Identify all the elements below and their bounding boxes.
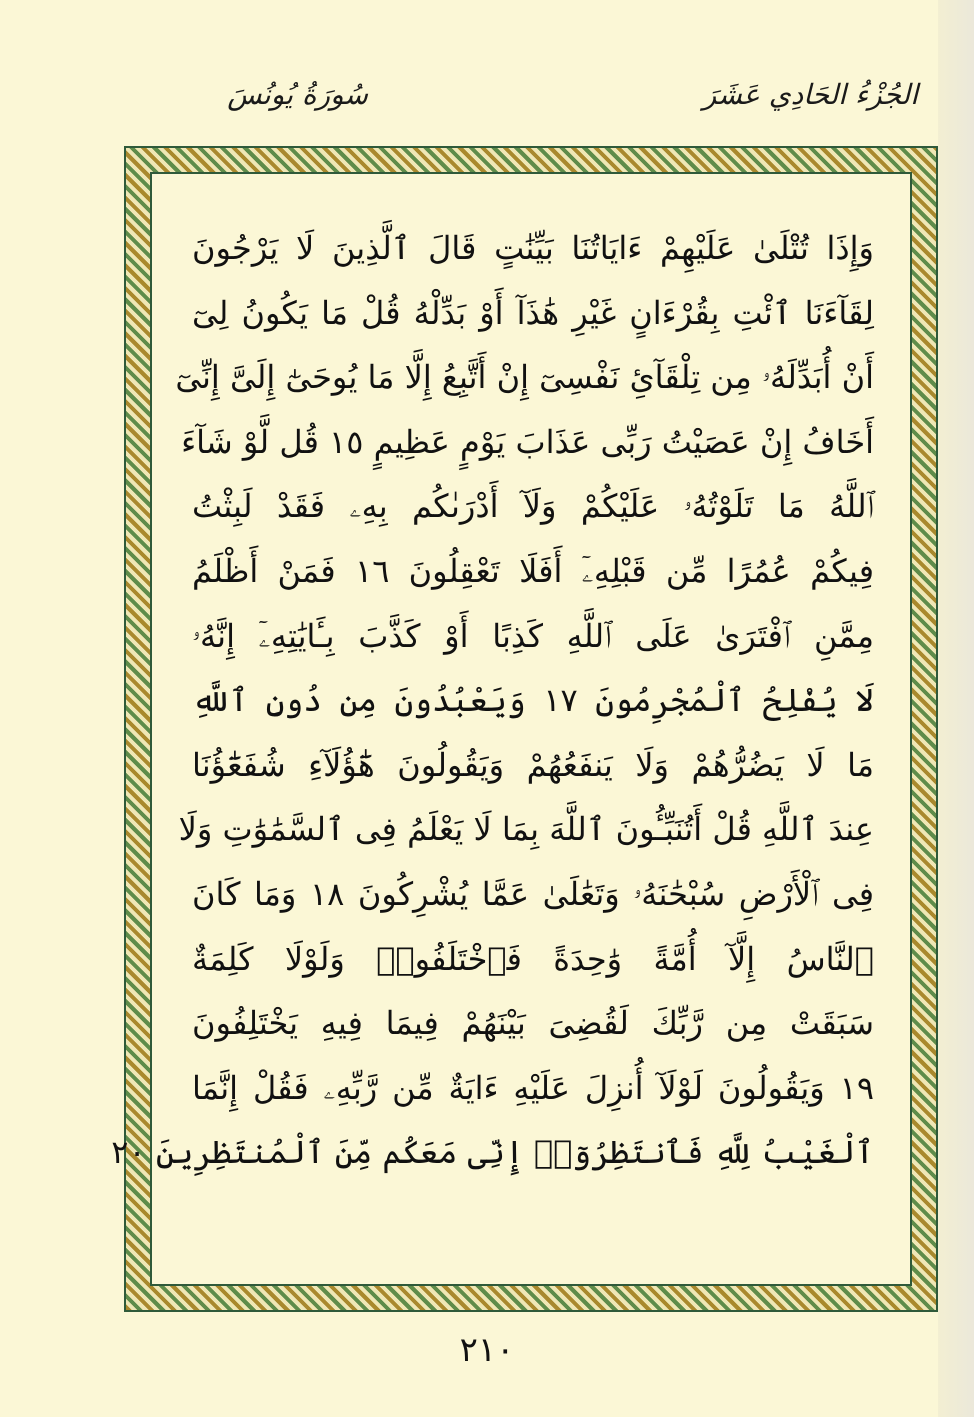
text-line: مَا لَا يَضُرُّهُمْ وَلَا يَنفَعُهُمْ وَيَقُولُونَ هَٰٓؤُلَآءِ شُفَعَٰٓؤُنَا — [192, 745, 874, 784]
juz-header: الجُزْءُ الحَادِي عَشَرَ — [702, 78, 918, 111]
ornamental-frame — [111, 146, 938, 1312]
text-line: لِقَآءَنَا ٱئْتِ بِقُرْءَانٍ غَيْرِ هَٰذَآ أَوْ بَدِّلْهُ قُلْ مَا يَكُونُ لِىٓ — [192, 293, 874, 332]
page-edge — [938, 0, 974, 1417]
surah-name-header: سُورَةُ يُونُسَ — [227, 78, 368, 111]
text-line: ٱلنَّاسُ إِلَّآ أُمَّةً وَٰحِدَةً فَٱخْتَلَفُوا۟ وَلَوْلَا كَلِمَةٌ — [192, 939, 874, 978]
text-line: سَبَقَتْ مِن رَّبِّكَ لَقُضِىَ بَيْنَهُمْ فِيمَا فِيهِ يَخْتَلِفُونَ — [192, 1004, 874, 1043]
text-line: ٱلْغَيْبُ لِلَّهِ فَٱنتَظِرُوٓا۟ إِنِّى مَعَكُم مِّنَ ٱلْمُنتَظِرِينَ ٢٠ — [111, 1133, 874, 1172]
text-line: لَا يُفْلِحُ ٱلْمُجْرِمُونَ ١٧ وَيَعْبُدُونَ مِن دُونِ ٱللَّهِ — [192, 681, 875, 720]
text-line: أَخَافُ إِنْ عَصَيْتُ رَبِّى عَذَابَ يَوْمٍ عَظِيمٍ ١٥ قُل لَّوْ شَآءَ — [181, 422, 874, 461]
text-line: أَنْ أُبَدِّلَهُۥ مِن تِلْقَآئِ نَفْسِىٓ إِنْ أَتَّبِعُ إِلَّا مَا يُوحَىٰٓ إِلَىَّ إِنِّىٓ — [175, 358, 874, 397]
page-number: ٢١٠ — [459, 1330, 515, 1370]
quran-text — [111, 216, 875, 1246]
text-area — [111, 172, 912, 1286]
text-line: فِى ٱلْأَرْضِ سُبْحَٰنَهُۥ وَتَعَٰلَىٰ عَمَّا يُشْرِكُونَ ١٨ وَمَا كَانَ — [192, 874, 875, 913]
text-line: مِمَّنِ ٱفْتَرَىٰ عَلَى ٱللَّهِ كَذِبًا أَوْ كَذَّبَ بِـَٔايَٰتِهِۦٓ إِنَّهُۥ — [192, 616, 874, 655]
text-line: ٱللَّهُ مَا تَلَوْتُهُۥ عَلَيْكُمْ وَلَآ أَدْرَىٰكُم بِهِۦ فَقَدْ لَبِثْتُ — [192, 487, 874, 526]
text-line: وَإِذَا تُتْلَىٰ عَلَيْهِمْ ءَايَاتُنَا بَيِّنَٰتٍ قَالَ ٱلَّذِينَ لَا يَرْجُونَ — [192, 229, 874, 267]
text-line: ١٩ وَيَقُولُونَ لَوْلَآ أُنزِلَ عَلَيْهِ ءَايَةٌ مِّن رَّبِّهِۦ فَقُلْ إِنَّمَا — [192, 1068, 874, 1107]
text-line: فِيكُمْ عُمُرًا مِّن قَبْلِهِۦٓ أَفَلَا تَعْقِلُونَ ١٦ فَمَنْ أَظْلَمُ — [192, 551, 874, 590]
text-line: عِندَ ٱللَّهِ قُلْ أَتُنَبِّـُٔونَ ٱللَّهَ بِمَا لَا يَعْلَمُ فِى ٱلسَّمَٰوَٰتِ وَلَا — [178, 810, 874, 849]
